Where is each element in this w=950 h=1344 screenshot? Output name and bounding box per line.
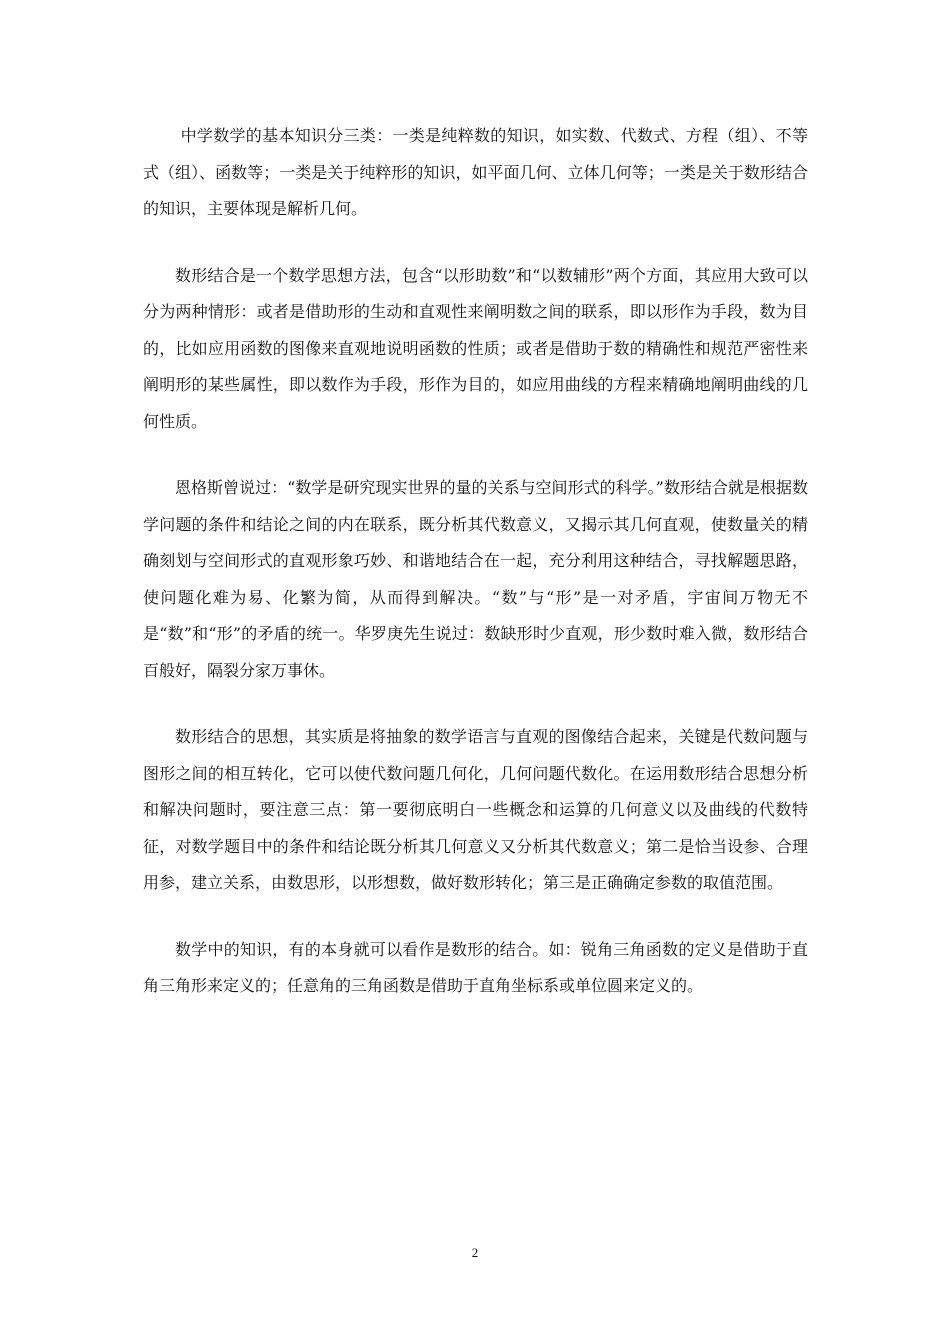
page-number: 2 <box>471 1245 479 1260</box>
paragraph-trig-definitions: 数学中的知识，有的本身就可以看作是数形的结合。如：锐角三角函数的定义是借助于直角三角形来定义的；任意角的三角函数是借助于直角坐标系或单位圆来定义的。 <box>143 939 808 995</box>
document-body <box>143 118 808 1035</box>
paragraph-knowledge-categories: 中学数学的基本知识分三类：一类是纯粹数的知识，如实数、代数式、方程（组）、不等式（组）、函数等；一类是关于纯粹形的知识，如平面几何、立体几何等；一类是关于数形结合的知识，主要体现是解析几何。 <box>143 126 808 218</box>
paragraph-essence-of-idea: 数形结合的思想，其实质是将抽象的数学语言与直观的图像结合起来，关键是代数问题与图形之间的相互转化，它可以使代数问题几何化，几何问题代数化。在运用数形结合思想分析和解决问题时，要注意三点：第一要彻底明白一些概念和运算的几何意义以及曲线的代数特征，对数学题目中的条件和结论既分析其几何意义又分析其代数意义；第二是恰当设参、合理用参，建立关系，由数思形，以形想数，做好数形转化；第三是正确确定参数的取值范围。 <box>143 727 808 892</box>
paragraph-number-shape-method: 数形结合是一个数学思想方法，包含“以形助数”和“以数辅形”两个方面，其应用大致可以分为两种情形：或者是借助形的生动和直观性来阐明数之间的联系，即以形作为手段，数为目的，比如应用函数的图像来直观地说明函数的性质；或者是借助于数的精确性和规范严密性来阐明形的某些属性，即以数作为手段，形作为目的，如应用曲线的方程来精确地阐明曲线的几何性质。 <box>143 265 808 431</box>
paragraph-engels-quote: 恩格斯曾说过：“数学是研究现实世界的量的关系与空间形式的科学。”数形结合就是根据数学问题的条件和结论之间的内在联系，既分析其代数意义，又揭示其几何直观，使数量关的精确刻划与空间形式的直观形象巧妙、和谐地结合在一起，充分利用这种结合，寻找解题思路，使问题化难为易、化繁为简，从而得到解决。“数”与“形”是一对矛盾，宇宙间万物无不是“数”和“形”的矛盾的统一。华罗庚先生说过：数缺形时少直观，形少数时难入微，数形结合百般好，隔裂分家万事休。 <box>143 478 808 680</box>
